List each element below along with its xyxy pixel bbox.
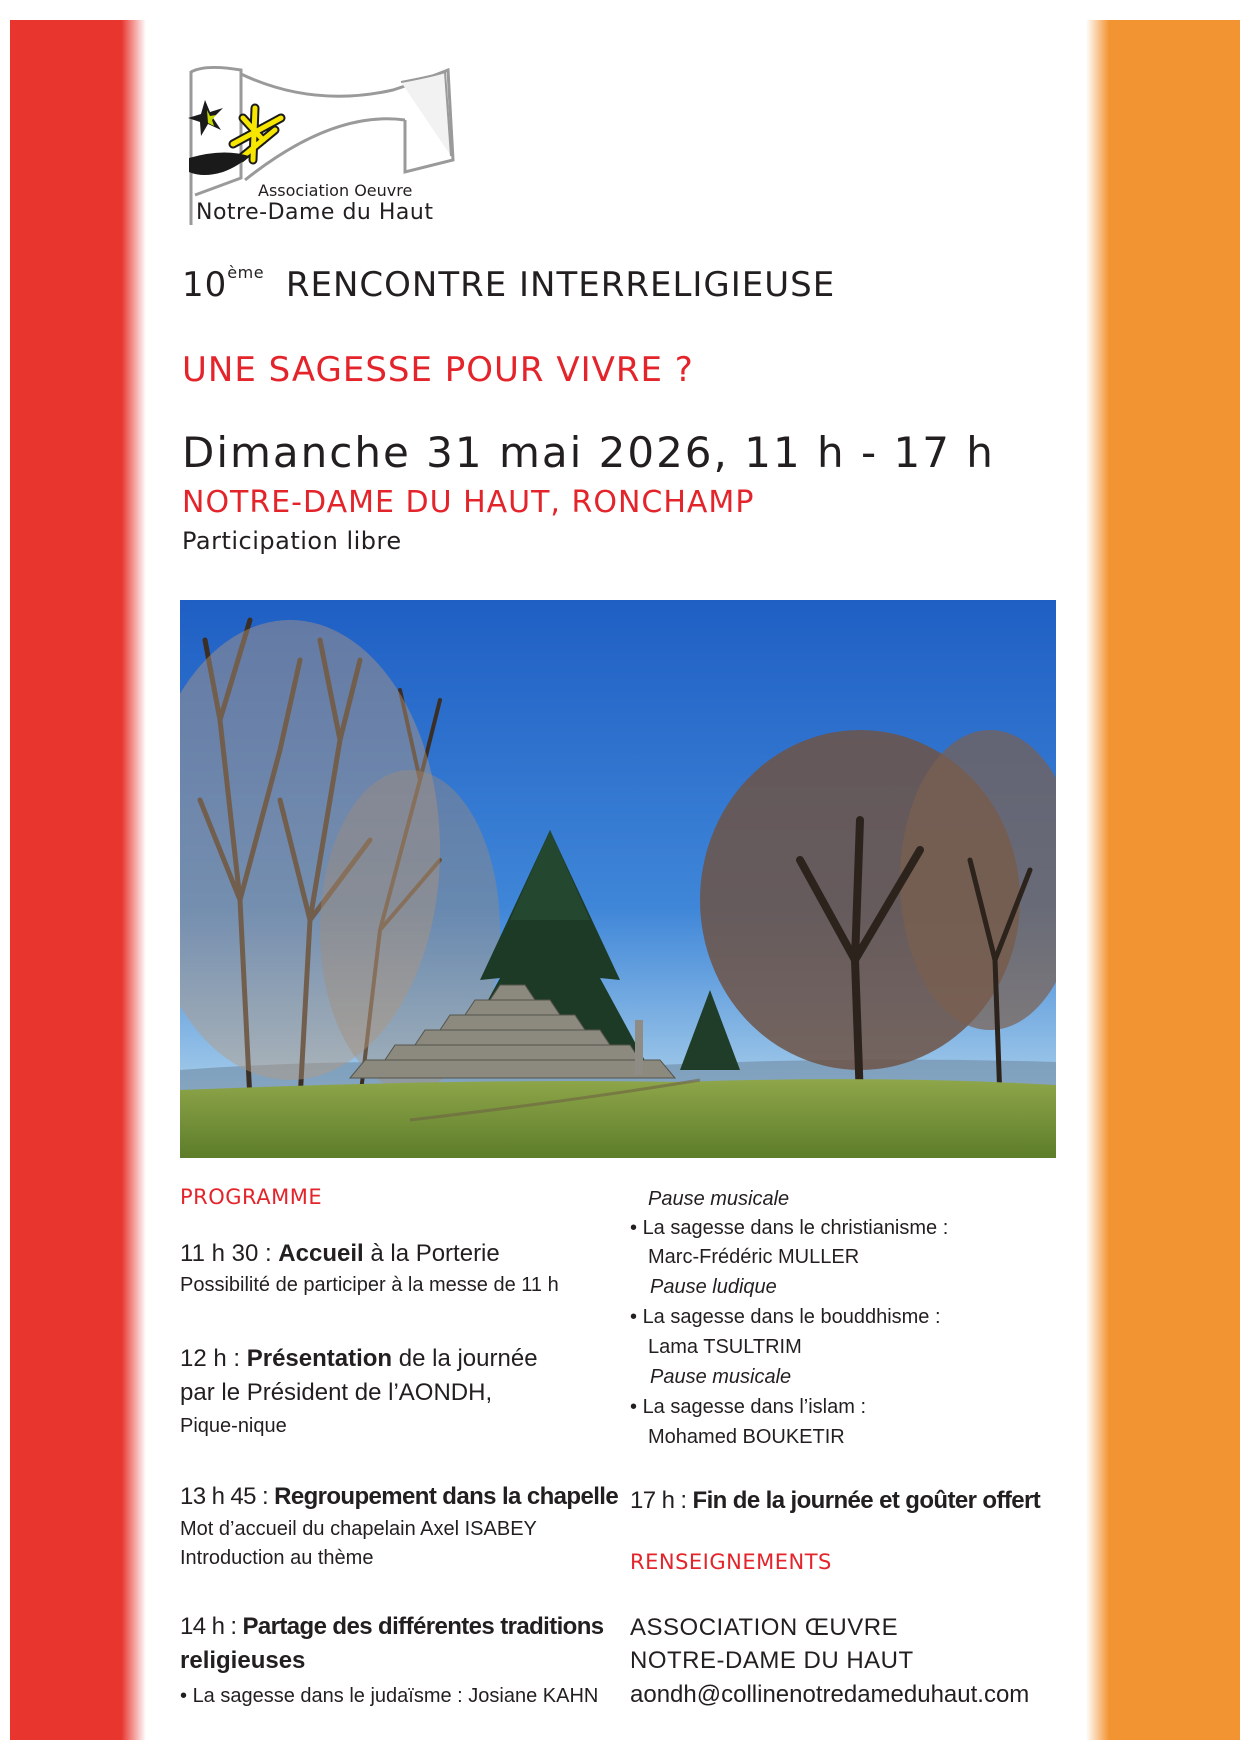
item-time: 11 h 30 : [180, 1240, 279, 1267]
item-title: Partage des différentes traditions [242, 1613, 604, 1640]
logo-name-line: Notre-Dame du Haut [196, 200, 434, 225]
item-subtext: Mot d’accueil du chapelain Axel ISABEY [180, 1518, 537, 1540]
bullet-text: La sagesse dans l’islam : [642, 1396, 867, 1418]
event-place: NOTRE-DAME DU HAUT, RONCHAMP [182, 485, 755, 520]
participation-note: Participation libre [182, 527, 402, 555]
programme-item [180, 1240, 500, 1268]
right-orange-band [1086, 20, 1240, 1740]
item-time: 14 h : [180, 1613, 243, 1640]
contact-line: NOTRE-DAME DU HAUT [630, 1647, 914, 1674]
item-title: Fin de la journée et goûter offert [692, 1487, 1041, 1514]
pause-label: Pause musicale [650, 1366, 792, 1388]
bullet-item [630, 1217, 948, 1240]
programme-column [180, 1185, 620, 1725]
programme-item [180, 1483, 618, 1511]
contact-line: ASSOCIATION ŒUVRE [630, 1614, 899, 1641]
item-title: Accueil [278, 1240, 364, 1267]
event-title-text: RENCONTRE INTERRELIGIEUSE [285, 265, 836, 305]
bullet-icon: • [180, 1685, 193, 1707]
pause-label: Pause musicale [648, 1188, 790, 1210]
item-detail: de la journée [392, 1345, 538, 1372]
item-title-line2: religieuses [180, 1647, 306, 1674]
event-title [182, 263, 835, 305]
programme-item [180, 1345, 538, 1373]
left-red-band [10, 20, 146, 1740]
item-subtext: Possibilité de participer à la messe de 11 h [180, 1274, 559, 1296]
speaker-name: Mohamed BOUKETIR [648, 1426, 845, 1448]
bullet-item [180, 1685, 598, 1708]
contact-title: RENSEIGNEMENTS [630, 1550, 832, 1574]
logo-association-line: Association Oeuvre [258, 181, 413, 200]
item-title: Présentation [246, 1345, 393, 1372]
programme-item [180, 1613, 604, 1641]
item-title: Regroupement dans la chapelle [274, 1483, 619, 1510]
park-pyramid-trees-photo [180, 600, 1056, 1158]
programme-item [630, 1487, 1040, 1515]
speaker-name: Lama TSULTRIM [648, 1336, 802, 1358]
pause-label: Pause ludique [650, 1276, 777, 1298]
contact-email[interactable]: aondh@collinenotredameduhaut.com [630, 1681, 1030, 1708]
bullet-icon: • [630, 1217, 643, 1239]
item-line2: par le Président de l’AONDH, [180, 1379, 493, 1406]
programme-right-column [630, 1185, 1070, 1725]
bullet-text: La sagesse dans le judaïsme : Josiane KAHN [192, 1685, 599, 1707]
bullet-item [630, 1396, 866, 1419]
edition-number: 10 [182, 265, 228, 305]
edition-suffix: ème [227, 263, 265, 282]
speaker-name: Marc-Frédéric MULLER [648, 1246, 860, 1268]
bullet-text: La sagesse dans le bouddhisme : [642, 1306, 941, 1328]
bullet-text: La sagesse dans le christianisme : [642, 1217, 949, 1239]
item-subtext: Pique-nique [180, 1415, 287, 1437]
event-theme: UNE SAGESSE POUR VIVRE ? [182, 350, 694, 390]
item-time: 12 h : [180, 1345, 247, 1372]
item-time: 13 h 45 : [180, 1483, 275, 1510]
bullet-item [630, 1306, 941, 1329]
item-time: 17 h : [630, 1487, 693, 1514]
bullet-icon: • [630, 1396, 643, 1418]
event-date: Dimanche 31 mai 2026, 11 h - 17 h [182, 428, 995, 477]
programme-title: PROGRAMME [180, 1185, 323, 1209]
item-subtext: Introduction au thème [180, 1547, 374, 1569]
item-detail: à la Porterie [363, 1240, 500, 1267]
bullet-icon: • [630, 1306, 643, 1328]
